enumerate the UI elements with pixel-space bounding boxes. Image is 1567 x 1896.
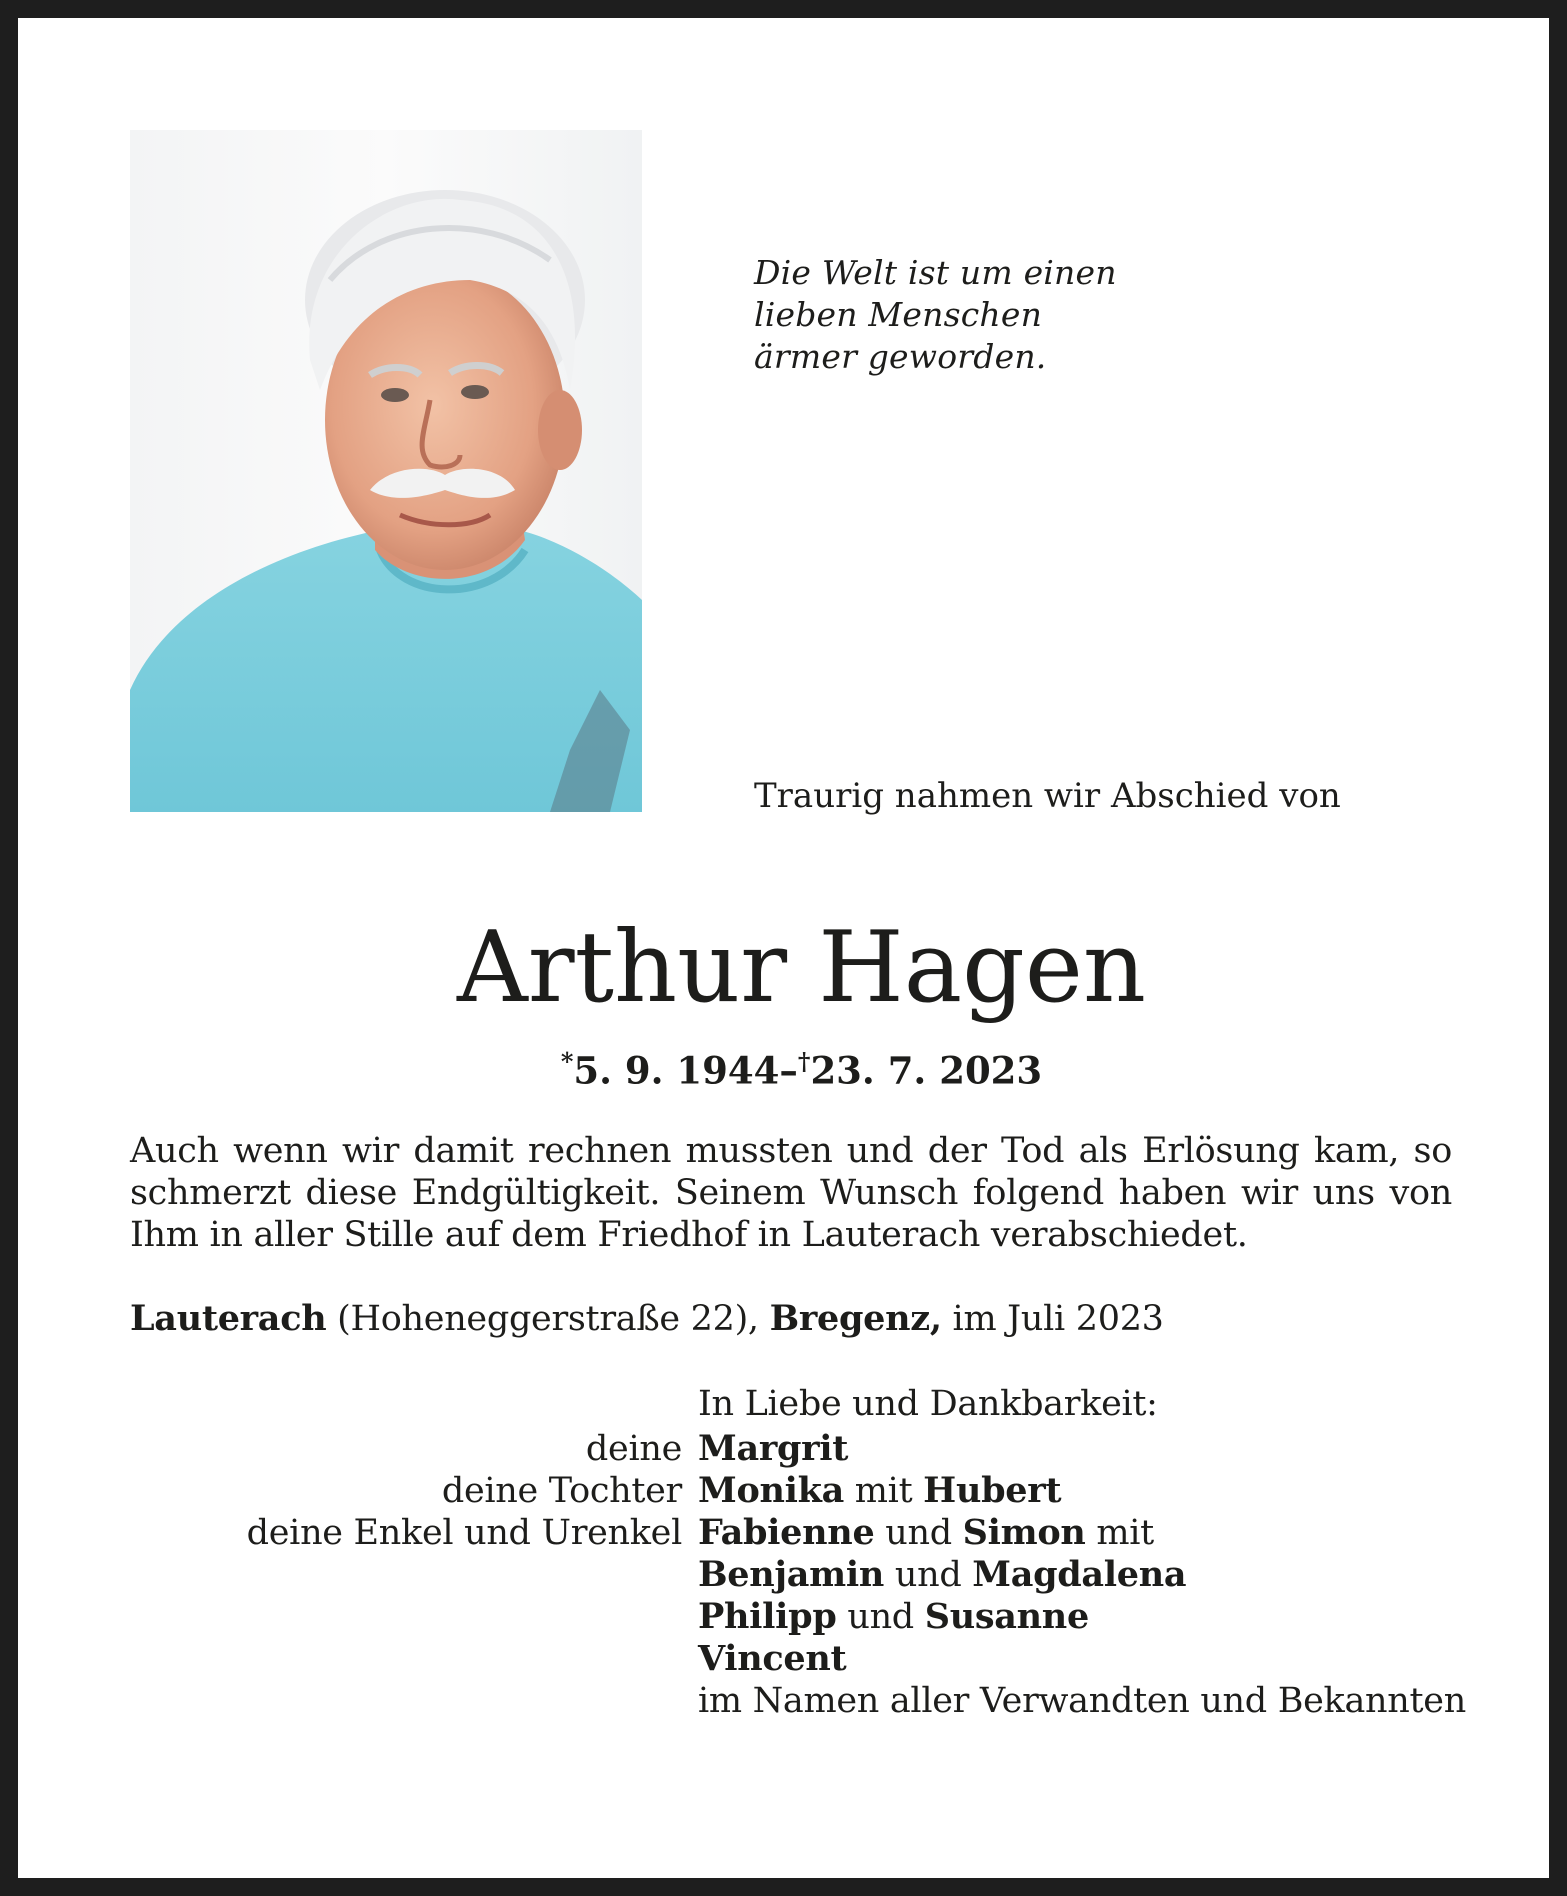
relative-name: Philipp (698, 1596, 837, 1637)
family-row (18, 1470, 1567, 1512)
relation-label: deine (585, 1429, 682, 1469)
quote-line: ärmer geworden. (754, 337, 1047, 376)
memorial-quote (754, 252, 1117, 378)
relative-names (698, 1554, 1186, 1596)
relative-name: Margrit (698, 1428, 849, 1469)
relative-names (698, 1428, 848, 1470)
birth-mark: * (560, 1047, 574, 1076)
town-bregenz: Bregenz, (769, 1298, 942, 1339)
deceased-name: Arthur Hagen (457, 911, 1146, 1025)
death-date: 23. 7. 2023 (810, 1048, 1043, 1093)
connector: und (884, 1555, 973, 1595)
thanks-line: In Liebe und Dankbarkeit: (698, 1384, 1158, 1424)
connector: mit (843, 1471, 924, 1511)
date-separator: – (779, 1048, 798, 1093)
relation-label: deine Enkel und Urenkel (246, 1513, 682, 1553)
relative-names (698, 1512, 1154, 1554)
notice-date: im Juli 2023 (941, 1299, 1164, 1339)
relative-name: Simon (962, 1512, 1086, 1553)
family-row (18, 1554, 1567, 1596)
town-lauterach: Lauterach (130, 1298, 327, 1339)
connector: und (836, 1597, 925, 1637)
relative-name: Magdalena (972, 1554, 1187, 1595)
quote-line: lieben Menschen (754, 295, 1043, 334)
connector: und (874, 1513, 963, 1553)
family-row (18, 1512, 1567, 1554)
relative-name: Fabienne (698, 1512, 875, 1553)
relatives-closing: im Namen aller Verwandten und Bekannten (698, 1681, 1466, 1721)
portrait-photo (130, 130, 642, 812)
connector: mit (1085, 1513, 1154, 1553)
portrait-image (130, 130, 642, 812)
death-mark: † (797, 1047, 811, 1076)
relation-label: deine Tochter (441, 1471, 682, 1511)
family-row (18, 1428, 1567, 1470)
relative-name: Vincent (698, 1638, 847, 1679)
relative-names (698, 1596, 1089, 1638)
birth-date: 5. 9. 1944 (573, 1048, 780, 1093)
relative-name: Benjamin (698, 1554, 885, 1595)
family-row (18, 1680, 1567, 1722)
quote-line: Die Welt ist um einen (754, 253, 1117, 292)
place-date-line (130, 1298, 1164, 1339)
family-list (18, 1428, 1567, 1722)
relative-name: Hubert (923, 1470, 1062, 1511)
relative-name: Monika (698, 1470, 844, 1511)
relative-names (698, 1638, 846, 1680)
life-dates (18, 1047, 1567, 1092)
relative-name: Susanne (924, 1596, 1089, 1637)
obituary-text: Auch wenn wir damit rechnen mussten und der Tod als Erlösung kam, so schmerzt diese Endgültigkeit. Seinem Wunsch folgend haben wir uns von Ihm in aller Stille auf dem Friedhof in Lauterach verabschiedet. (130, 1131, 1452, 1255)
address: (Hoheneggerstraße 22), (326, 1299, 770, 1339)
family-row (18, 1638, 1567, 1680)
family-row (18, 1596, 1567, 1638)
farewell-intro: Traurig nahmen wir Abschied von (754, 776, 1341, 816)
relative-names (698, 1470, 1061, 1512)
